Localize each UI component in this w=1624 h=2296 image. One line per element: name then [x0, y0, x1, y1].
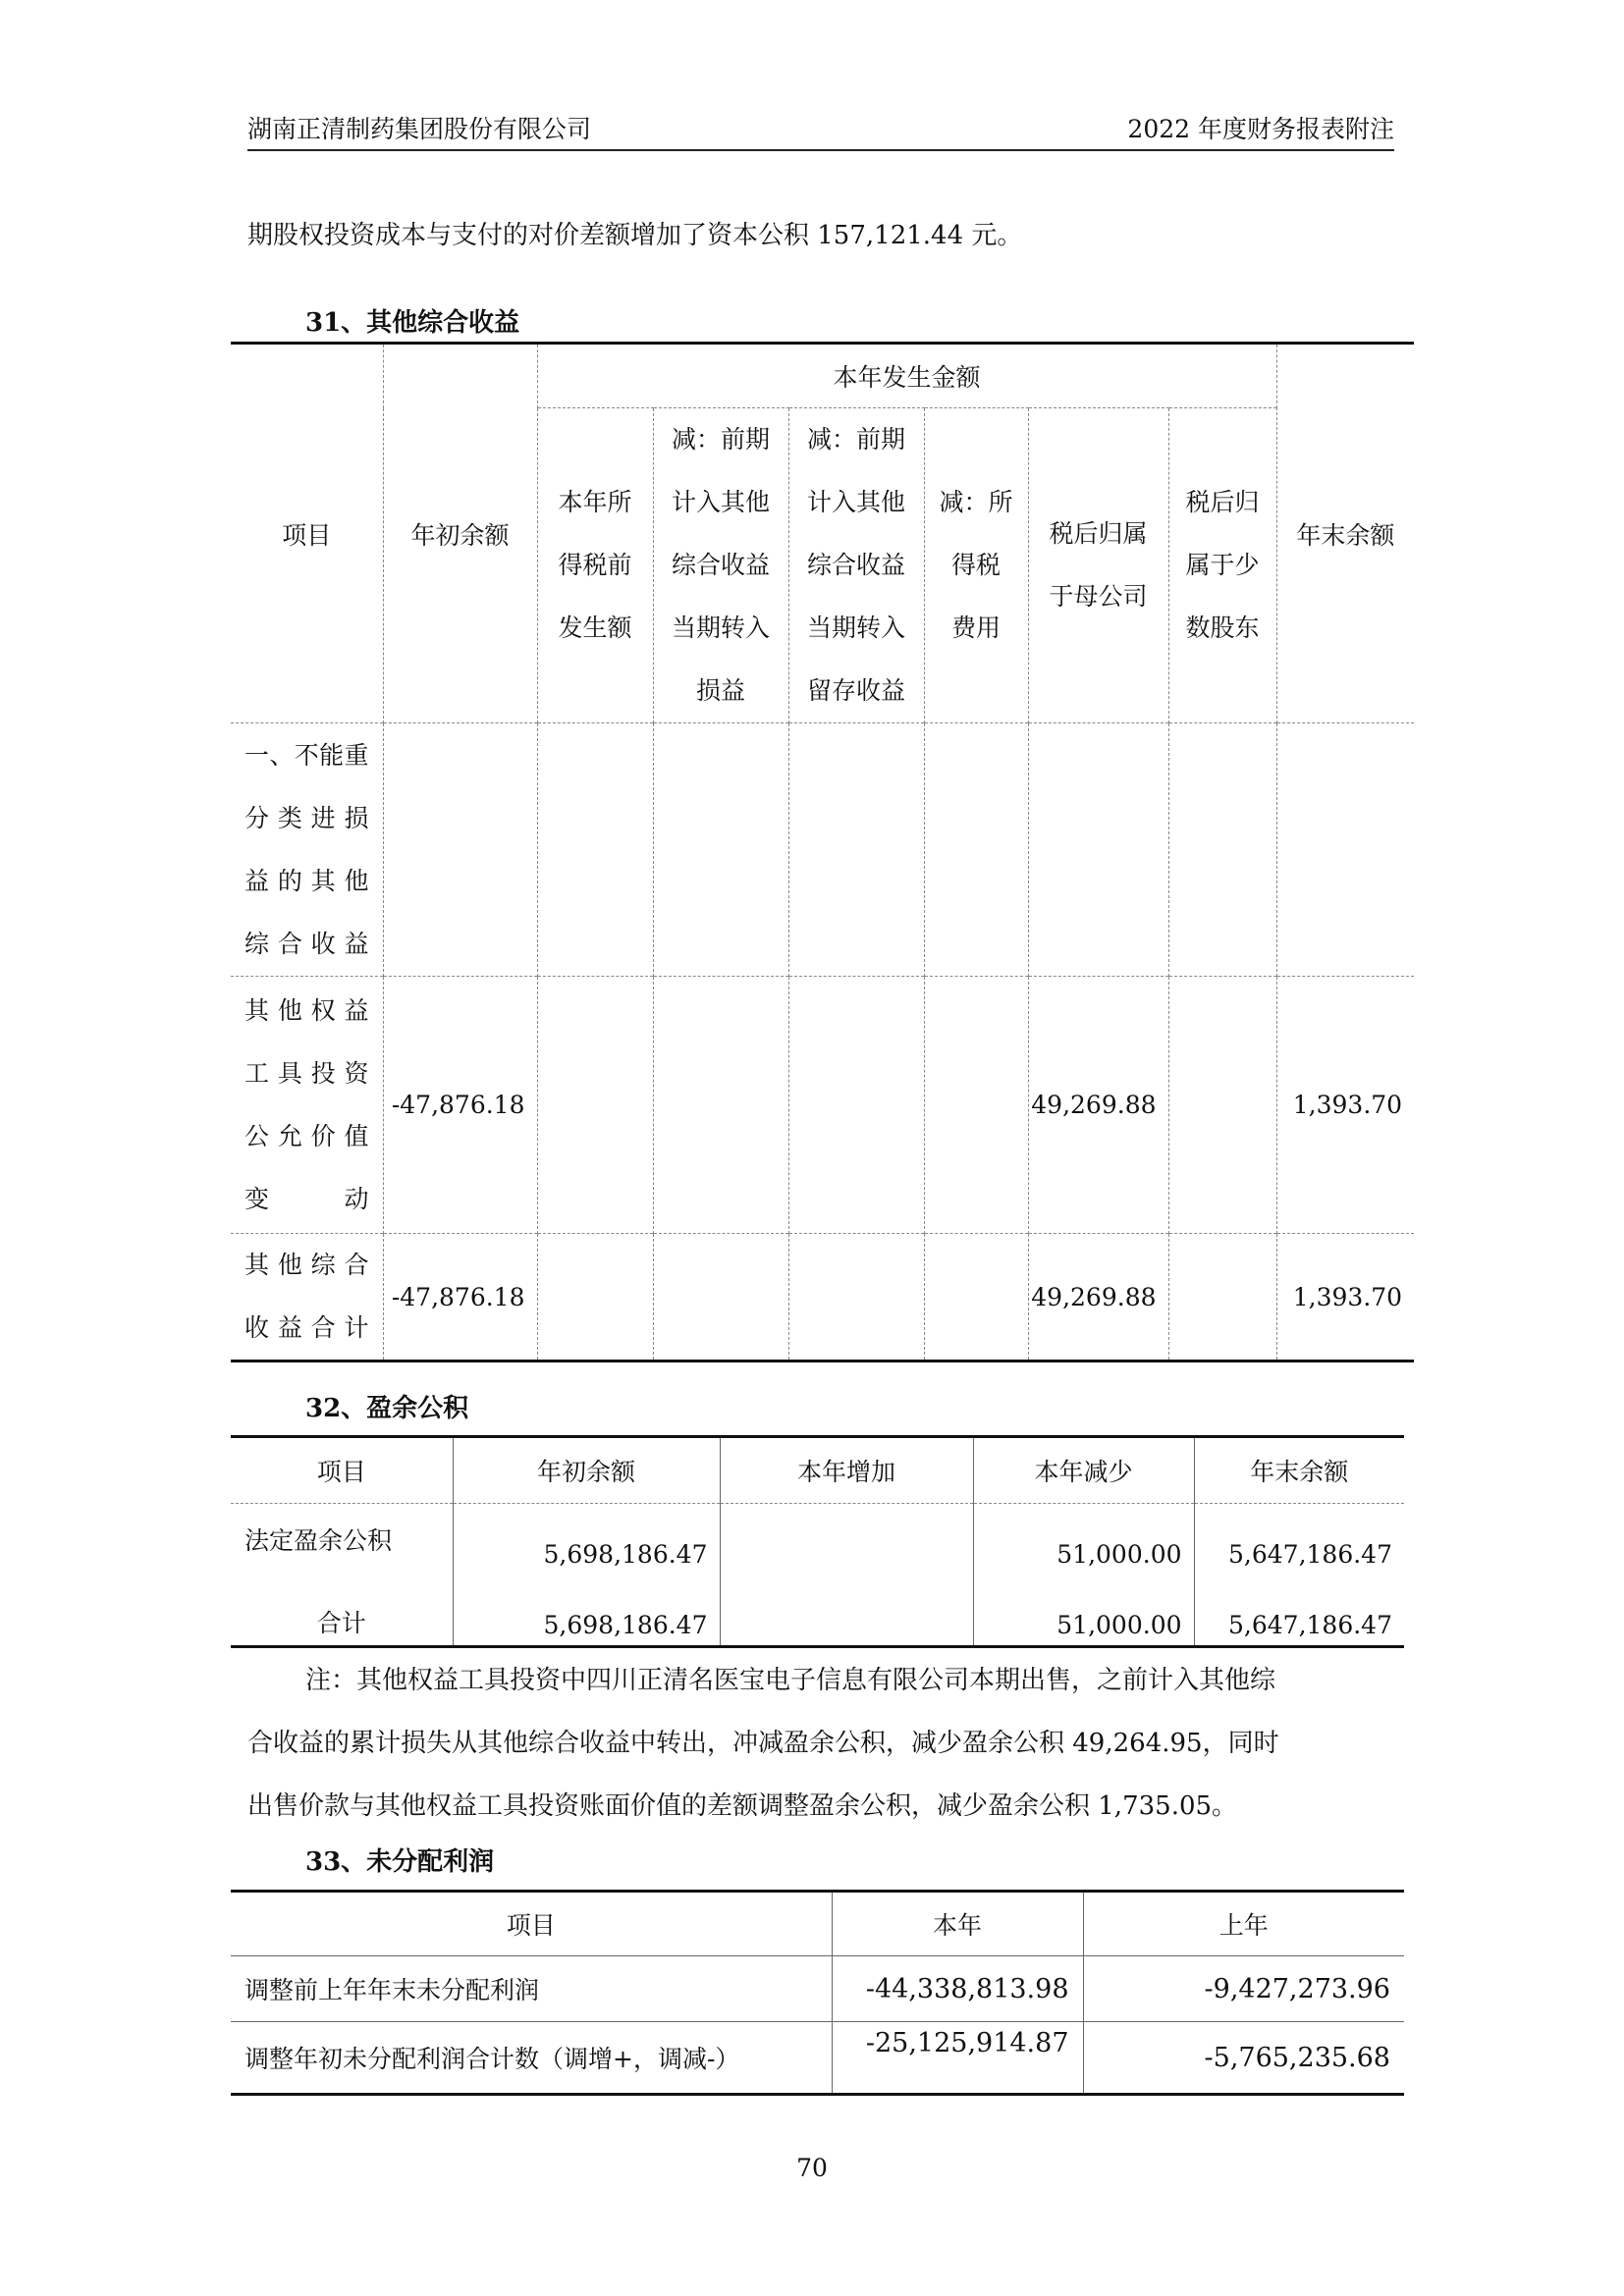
header-current-year: 本年发生金额: [537, 344, 1276, 408]
header-opening: 年初余额: [383, 344, 537, 723]
table-row: [231, 1575, 1404, 1647]
row-item: 调整年初未分配利润合计数（调增+，调减-）: [244, 2045, 740, 2073]
table-row: [231, 1504, 1404, 1575]
row-item: 调整前上年年末未分配利润: [231, 1956, 832, 2022]
cell-less-tax: [924, 977, 1028, 1234]
cell-after-tax-minority: [1168, 723, 1276, 977]
header-prior-year: 上年: [1083, 1892, 1404, 1956]
header-item: 项目: [231, 1892, 832, 1956]
header-less-prior-re: 减：前期 计入其他 综合收益 当期转入 留存收益: [788, 408, 924, 723]
cell-less-prior-re: [788, 723, 924, 977]
header-opening: 年初余额: [453, 1437, 720, 1504]
undistributed-profit-table: [231, 1890, 1404, 2096]
section-32-title: 32、盈余公积: [305, 1394, 469, 1423]
header-item: 项目: [231, 1437, 453, 1504]
cell-pretax: [537, 977, 653, 1234]
table-row: [231, 723, 1414, 977]
cell-after-tax-parent: 49,269.88: [1028, 977, 1168, 1234]
cell-increase: [720, 1575, 973, 1647]
cell-less-prior-re: [788, 1234, 924, 1362]
table-row: [231, 1234, 1414, 1362]
cell-closing: 1,393.70: [1276, 977, 1414, 1234]
header-after-tax-parent: 税后归属 于母公司: [1028, 408, 1168, 723]
header-increase: 本年增加: [720, 1437, 973, 1504]
other-comprehensive-income-table: [231, 342, 1414, 1362]
cell-prior: -9,427,273.96: [1083, 1956, 1404, 2022]
cell-closing: 5,647,186.47: [1194, 1575, 1404, 1647]
report-title: 2022 年度财务报表附注: [1127, 115, 1394, 143]
cell-decrease: 51,000.00: [973, 1575, 1194, 1647]
row-item: 一、不能重 分类进损 益的其他 综合收益: [231, 723, 383, 977]
cell-less-prior-re: [788, 977, 924, 1234]
cell-less-prior-pl: [653, 977, 788, 1234]
cell-less-tax: [924, 723, 1028, 977]
cell-less-prior-pl: [653, 723, 788, 977]
header-closing: 年末余额: [1194, 1437, 1404, 1504]
table-row: [231, 2022, 1404, 2095]
cell-after-tax-minority: [1168, 1234, 1276, 1362]
cell-closing: 1,393.70: [1276, 1234, 1414, 1362]
cell-prior: -5,765,235.68: [1083, 2022, 1404, 2095]
company-name: 湖南正清制药集团股份有限公司: [247, 115, 592, 143]
cell-after-tax-parent: 49,269.88: [1028, 1234, 1168, 1362]
note-line-3: 出售价款与其他权益工具投资账面价值的差额调整盈余公积，减少盈余公积 1,735.05。: [247, 1791, 1238, 1821]
cell-current: -25,125,914.87: [832, 2022, 1083, 2095]
note-line-1: 注：其他权益工具投资中四川正清名医宝电子信息有限公司本期出售，之前计入其他综: [305, 1666, 1276, 1695]
header-current-year: 本年: [832, 1892, 1083, 1956]
surplus-reserve-table: [231, 1435, 1404, 1648]
cell-opening: [383, 723, 537, 977]
header-closing: 年末余额: [1276, 344, 1414, 723]
cell-pretax: [537, 1234, 653, 1362]
cell-opening: 5,698,186.47: [453, 1504, 720, 1575]
header-less-tax: 减：所 得税 费用: [924, 408, 1028, 723]
cell-less-tax: [924, 1234, 1028, 1362]
header-item: 项目: [282, 520, 332, 550]
table-row: [231, 977, 1414, 1234]
cell-pretax: [537, 723, 653, 977]
cell-increase: [720, 1504, 973, 1575]
page-number: 70: [796, 2154, 828, 2182]
row-item: 其他综合 收益合计: [231, 1234, 383, 1362]
note-line-2: 合收益的累计损失从其他综合收益中转出，冲减盈余公积，减少盈余公积 49,264.95，同时: [247, 1729, 1279, 1758]
cell-opening: 5,698,186.47: [453, 1575, 720, 1647]
cell-less-prior-pl: [653, 1234, 788, 1362]
table-header-row: [231, 1437, 1404, 1504]
row-item: 其他权益 工具投资 公允价值 变动: [231, 977, 383, 1234]
header-after-tax-minority: 税后归 属于少 数股东: [1168, 408, 1276, 723]
cell-closing: [1276, 723, 1414, 977]
table-header-row: [231, 1892, 1404, 1956]
cell-decrease: 51,000.00: [973, 1504, 1194, 1575]
row-item: 合计: [316, 1609, 366, 1637]
cell-opening: -47,876.18: [383, 1234, 537, 1362]
cell-after-tax-parent: [1028, 723, 1168, 977]
cell-opening: -47,876.18: [383, 977, 537, 1234]
header-pretax: 本年所 得税前 发生额: [537, 408, 653, 723]
cell-closing: 5,647,186.47: [1194, 1504, 1404, 1575]
header-decrease: 本年减少: [973, 1437, 1194, 1504]
cell-after-tax-minority: [1168, 977, 1276, 1234]
page-header: [247, 110, 1394, 151]
table-row: [231, 1956, 1404, 2022]
intro-paragraph: 期股权投资成本与支付的对价差额增加了资本公积 157,121.44 元。: [247, 221, 1023, 250]
row-item: 法定盈余公积: [244, 1526, 393, 1555]
header-less-prior-pl: 减：前期 计入其他 综合收益 当期转入 损益: [653, 408, 788, 723]
cell-current: -44,338,813.98: [832, 1956, 1083, 2022]
section-31-title: 31、其他综合收益: [305, 308, 520, 338]
section-33-title: 33、未分配利润: [305, 1847, 495, 1877]
